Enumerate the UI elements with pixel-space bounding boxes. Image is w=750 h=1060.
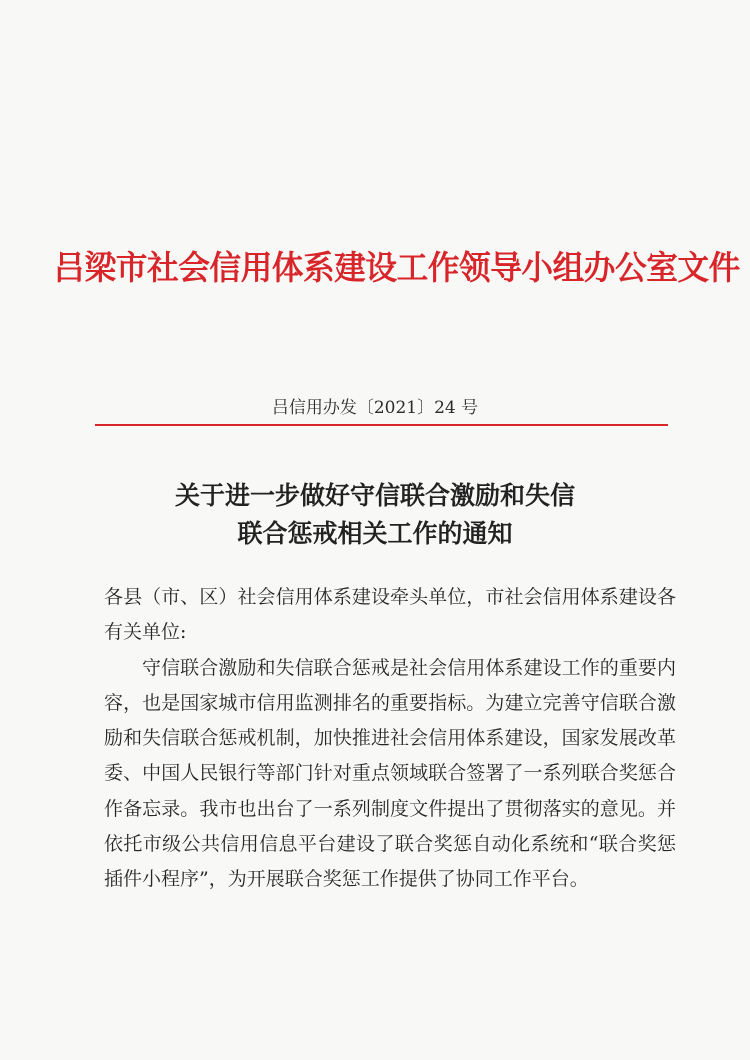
notice-title [0, 477, 750, 553]
salutation: 各县（市、区）社会信用体系建设牵头单位，市社会信用体系建设各有关单位: [104, 586, 676, 644]
notice-title-line-2: 联合惩戒相关工作的通知 [237, 519, 513, 548]
red-divider-line [95, 424, 668, 426]
document-header-title: 吕梁市社会信用体系建设工作领导小组办公室文件 [53, 248, 740, 287]
notice-title-line-1: 关于进一步做好守信联合激励和失信 [174, 481, 575, 510]
document-number: 吕信用办发〔2021〕24 号 [271, 398, 479, 418]
body-paragraph-1: 守信联合激励和失信联合惩戒是社会信用体系建设工作的重要内容，也是国家城市信用监测排名的重要指标。为建立完善守信联合激励和失信联合惩戒机制，加快推进社会信用体系建设，国家发展改革委、中国人民银行等部门针对重点领域联合签署了一系列联合奖惩合作备忘录。我市也出台了一系列制度文件提出了贯彻落实的意见。并依托市级公共信用信息平台建设了联合奖惩自动化系统和“联合奖惩插件小程序”，为开展联合奖惩工作提供了协同工作平台。 [104, 656, 676, 891]
document-body [104, 580, 676, 898]
